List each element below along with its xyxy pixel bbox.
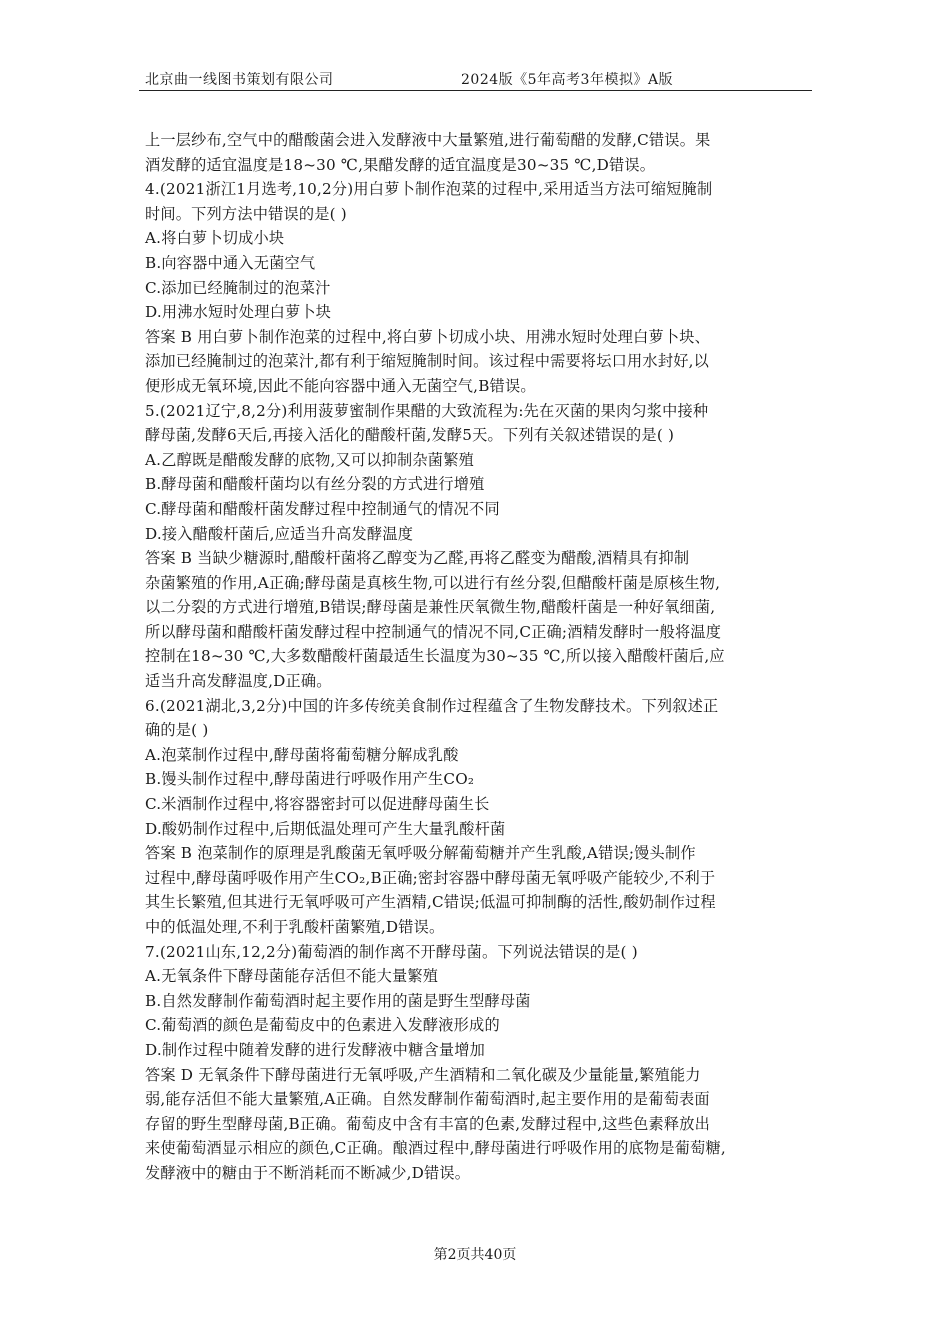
text-line: 便形成无氧环境,因此不能向容器中通入无菌空气,B错误。 bbox=[145, 376, 536, 395]
text-line: 中的低温处理,不利于乳酸杆菌繁殖,D错误。 bbox=[145, 918, 445, 936]
option-b: B.向容器中通入无菌空气 bbox=[145, 253, 316, 272]
book-title: 2024版《5年高考3年模拟》A版 bbox=[461, 72, 674, 88]
option-d: D.接入醋酸杆菌后,应适当升高发酵温度 bbox=[145, 524, 414, 543]
option-b: B.酵母菌和醋酸杆菌均以有丝分裂的方式进行增殖 bbox=[145, 475, 485, 494]
option-d: D.酸奶制作过程中,后期低温处理可产生大量乳酸杆菌 bbox=[145, 819, 506, 838]
option-a: A.泡菜制作过程中,酵母菌将葡萄糖分解成乳酸 bbox=[145, 745, 459, 764]
page-number: 第2页共40页 bbox=[433, 1247, 517, 1263]
text-line: 适当升高发酵温度,D正确。 bbox=[145, 672, 332, 691]
question-stem: 5.(2021辽宁,8,2分)利用菠萝蜜制作果醋的大致流程为:先在灭菌的果肉匀浆中接种 bbox=[145, 401, 709, 420]
page-header bbox=[139, 62, 812, 91]
text-line: 杂菌繁殖的作用,A正确;酵母菌是真核生物,可以进行有丝分裂,但醋酸杆菌是原核生物, bbox=[145, 573, 721, 592]
text-line: 所以酵母菌和醋酸杆菌发酵过程中控制通气的情况不同,C正确;酒精发酵时一般将温度 bbox=[145, 622, 722, 641]
option-a: A.将白萝卜切成小块 bbox=[145, 229, 285, 248]
text-line: 上一层纱布,空气中的醋酸菌会进入发酵液中大量繁殖,进行葡萄醋的发酵,C错误。果 bbox=[145, 131, 711, 149]
answer-line: 答案 B 当缺少糖源时,醋酸杆菌将乙醇变为乙醛,再将乙醛变为醋酸,酒精具有抑制 bbox=[145, 549, 690, 568]
text-line: 来使葡萄酒显示相应的颜色,C正确。酿酒过程中,酵母菌进行呼吸作用的底物是葡萄糖, bbox=[145, 1139, 726, 1158]
question-stem: 7.(2021山东,12,2分)葡萄酒的制作离不开酵母菌。下列说法错误的是( ) bbox=[145, 942, 638, 961]
answer-line: 答案 B 泡菜制作的原理是乳酸菌无氧呼吸分解葡萄糖并产生乳酸,A错误;馒头制作 bbox=[145, 844, 696, 863]
question-stem: 确的是( ) bbox=[145, 721, 209, 740]
answer-line: 答案 D 无氧条件下酵母菌进行无氧呼吸,产生酒精和二氧化碳及少量能量,繁殖能力 bbox=[145, 1065, 701, 1084]
question-stem: 6.(2021湖北,3,2分)中国的许多传统美食制作过程蕴含了生物发酵技术。下列叙述正 bbox=[145, 696, 719, 715]
text-line: 控制在18~30 ℃,大多数醋酸杆菌最适生长温度为30~35 ℃,所以接入醋酸杆菌后,应 bbox=[145, 647, 725, 666]
option-c: C.添加已经腌制过的泡菜汁 bbox=[145, 278, 331, 297]
text-line: 添加已经腌制过的泡菜汁,都有利于缩短腌制时间。该过程中需要将坛口用水封好,以 bbox=[145, 352, 710, 371]
text-line: 存留的野生型酵母菌,B正确。葡萄皮中含有丰富的色素,发酵过程中,这些色素释放出 bbox=[145, 1114, 711, 1133]
answer-line: 答案 B 用白萝卜制作泡菜的过程中,将白萝卜切成小块、用沸水短时处理白萝卜块、 bbox=[145, 327, 711, 346]
text-line: 过程中,酵母菌呼吸作用产生CO₂,B正确;密封容器中酵母菌无氧呼吸产能较少,不利于 bbox=[145, 868, 716, 887]
text-line: 弱,能存活但不能大量繁殖,A正确。自然发酵制作葡萄酒时,起主要作用的是葡萄表面 bbox=[145, 1090, 710, 1109]
question-stem: 时间。下列方法中错误的是( ) bbox=[145, 204, 347, 223]
option-a: A.无氧条件下酵母菌能存活但不能大量繁殖 bbox=[145, 967, 439, 986]
text-line: 发酵液中的糖由于不断消耗而不断减少,D错误。 bbox=[145, 1163, 471, 1182]
page-content bbox=[145, 128, 815, 1186]
option-b: B.自然发酵制作葡萄酒时起主要作用的菌是野生型酵母菌 bbox=[145, 991, 531, 1010]
question-stem: 酵母菌,发酵6天后,再接入活化的醋酸杆菌,发酵5天。下列有关叙述错误的是( ) bbox=[145, 426, 675, 445]
option-b: B.馒头制作过程中,酵母菌进行呼吸作用产生CO₂ bbox=[145, 770, 475, 789]
option-d: D.用沸水短时处理白萝卜块 bbox=[145, 303, 332, 322]
option-c: C.米酒制作过程中,将容器密封可以促进酵母菌生长 bbox=[145, 795, 490, 814]
page-footer bbox=[0, 1244, 950, 1264]
option-a: A.乙醇既是醋酸发酵的底物,又可以抑制杂菌繁殖 bbox=[145, 450, 474, 469]
question-stem: 4.(2021浙江1月选考,10,2分)用白萝卜制作泡菜的过程中,采用适当方法可缩短腌制 bbox=[145, 180, 713, 199]
option-d: D.制作过程中随着发酵的进行发酵液中糖含量增加 bbox=[145, 1040, 485, 1059]
publisher-name: 北京曲一线图书策划有限公司 bbox=[145, 72, 334, 88]
text-line: 酒发酵的适宜温度是18~30 ℃,果醋发酵的适宜温度是30~35 ℃,D错误。 bbox=[145, 155, 656, 174]
text-line: 以二分裂的方式进行增殖,B错误;酵母菌是兼性厌氧微生物,醋酸杆菌是一种好氧细菌, bbox=[145, 598, 716, 617]
text-line: 其生长繁殖,但其进行无氧呼吸可产生酒精,C错误;低温可抑制酶的活性,酸奶制作过程 bbox=[145, 893, 716, 912]
option-c: C.葡萄酒的颜色是葡萄皮中的色素进入发酵液形成的 bbox=[145, 1016, 500, 1035]
option-c: C.酵母菌和醋酸杆菌发酵过程中控制通气的情况不同 bbox=[145, 499, 500, 518]
